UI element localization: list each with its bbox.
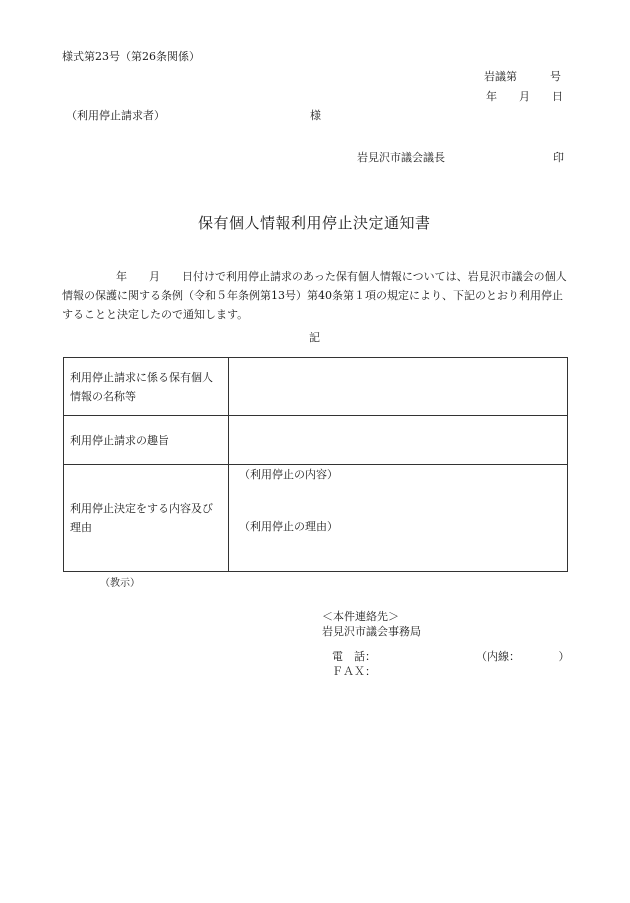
row3-value [229, 465, 568, 572]
row2-value [229, 416, 568, 465]
reason-label: （利用停止の理由） [239, 520, 338, 533]
row1-value [229, 358, 568, 416]
fax-label: ＦＡＸ： [332, 665, 376, 678]
table-row [64, 416, 568, 465]
form-number: 様式第23号（第26条関係） [62, 50, 200, 63]
recipient-label: （利用停止請求者） [66, 109, 165, 122]
issue-date: 年 月 日 [486, 90, 563, 103]
seal-mark: 印 [553, 151, 564, 164]
ki-label: 記 [309, 331, 320, 344]
row3-label: 利用停止決定をする内容及び理由 [64, 465, 229, 572]
page-title: 保有個人情報利用停止決定通知書 [198, 214, 431, 232]
document-number: 岩議第 号 [484, 70, 561, 83]
phone-label: 電 話： [332, 650, 376, 663]
row2-label: 利用停止請求の趣旨 [64, 416, 229, 465]
notice-label: （教示） [100, 578, 140, 589]
extension-label: （内線： ） [476, 650, 570, 663]
row1-label: 利用停止請求に係る保有個人情報の名称等 [64, 358, 229, 416]
body-paragraph [62, 267, 572, 324]
details-table [63, 357, 568, 572]
content-label: （利用停止の内容） [239, 468, 338, 481]
contact-office: 岩見沢市議会事務局 [322, 625, 421, 638]
table-row [64, 465, 568, 572]
sender-name: 岩見沢市議会議長 [357, 151, 445, 164]
contact-heading: ＜本件連絡先＞ [322, 610, 399, 623]
honorific: 様 [310, 109, 321, 122]
body-text: 年 月 日付けで利用停止請求のあった保有個人情報については、岩見沢市議会の個人情報の保護に関する条例（令和５年条例第13号）第40条第１項の規定により、下記のとおり利用停止することと決定したので通知します。 [62, 270, 567, 321]
table-row [64, 358, 568, 416]
